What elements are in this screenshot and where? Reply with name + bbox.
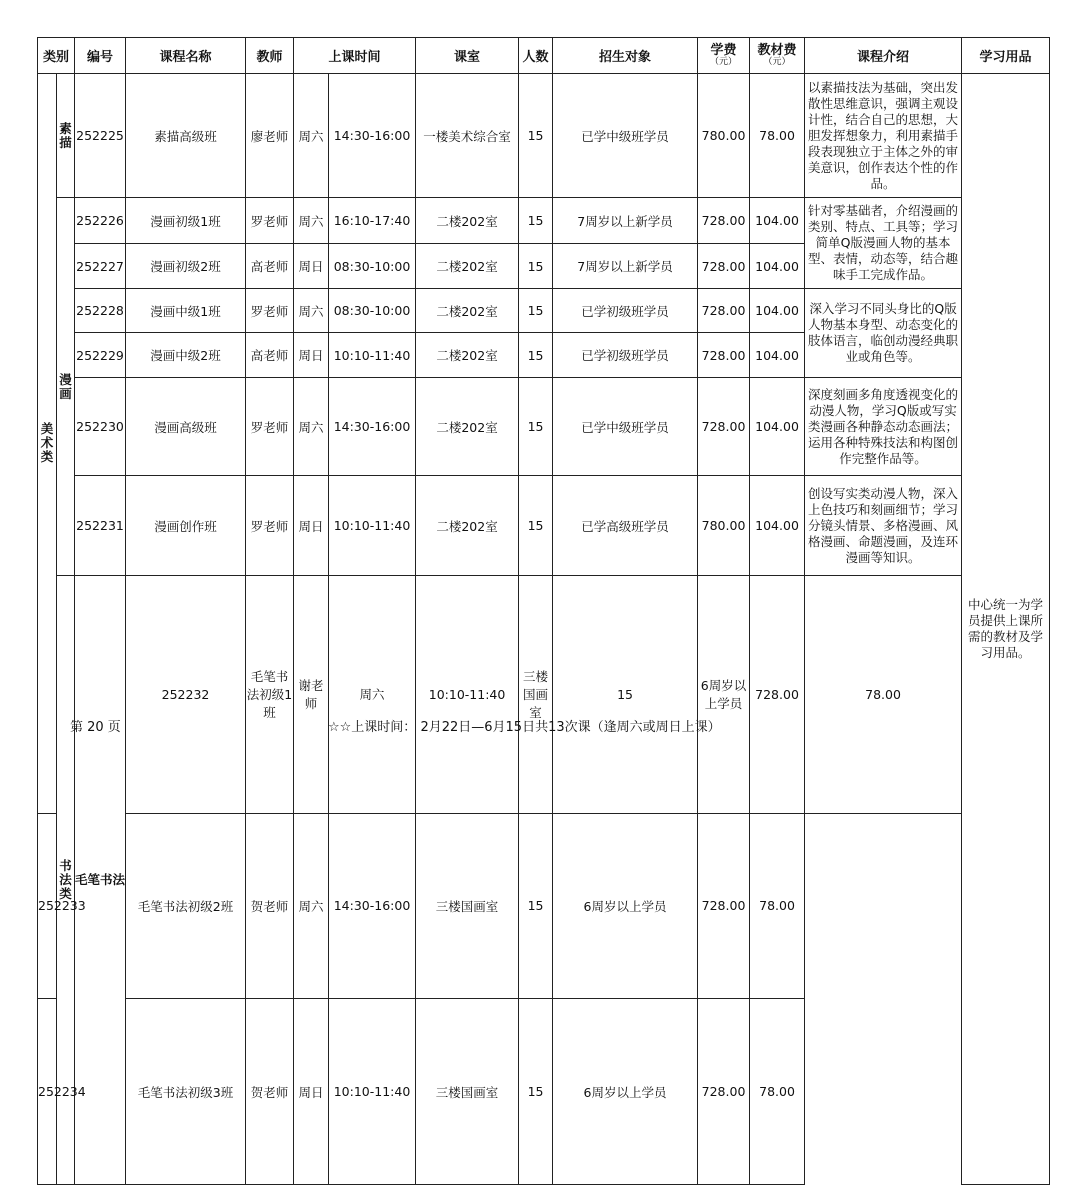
- header-material: [750, 38, 805, 74]
- course-table: [37, 37, 1050, 1185]
- header-supplies: 学习用品: [962, 38, 1050, 74]
- cell-target: 已学初级班学员: [553, 333, 698, 378]
- intro-comic-beginner: 针对零基础者，介绍漫画的类别、特点、工具等；学习简单Q版漫画人物的基本型、表情，动态等，结合趣味手工完成作品。: [805, 198, 962, 289]
- cell-time: 10:10-11:40: [416, 576, 519, 814]
- cell-day: 周日: [294, 244, 329, 289]
- cell-name: 素描高级班: [126, 74, 246, 198]
- schedule-note: ☆☆上课时间： 2月22日—6月15日共13次课（逢周六或周日上课）: [328, 720, 721, 735]
- cell-teacher: 罗老师: [246, 198, 294, 244]
- cell-teacher: 高老师: [246, 244, 294, 289]
- cell-fee: 728.00: [698, 244, 750, 289]
- cell-teacher: 廖老师: [246, 74, 294, 198]
- cell-code: 252228: [75, 289, 126, 333]
- cell-room: 二楼202室: [416, 378, 519, 476]
- page-number: 第 20 页: [70, 720, 121, 735]
- cell-teacher: 贺老师: [246, 999, 294, 1185]
- cell-count: 15: [519, 378, 553, 476]
- cell-name: 漫画中级2班: [126, 333, 246, 378]
- subcategory-calligraphy: 毛笔书法: [75, 576, 126, 1185]
- cell-count: 15: [519, 289, 553, 333]
- cell-code: 252226: [75, 198, 126, 244]
- cell-fee: 728.00: [698, 999, 750, 1185]
- cell-room: 二楼202室: [416, 198, 519, 244]
- intro-comic-advanced: 深度刻画多角度透视变化的动漫人物，学习Q版或写实类漫画各种静态动态画法；运用各种特殊技法和构图创作完整作品等。: [805, 378, 962, 476]
- cell-count: 15: [519, 999, 553, 1185]
- cell-name: 漫画创作班: [126, 476, 246, 576]
- cell-material: 104.00: [750, 476, 805, 576]
- cell-time: 10:10-11:40: [329, 333, 416, 378]
- header-category: 类别: [38, 38, 75, 74]
- cell-name: 毛笔书法初级3班: [126, 999, 246, 1185]
- cell-room: 二楼202室: [416, 244, 519, 289]
- cell-name: 毛笔书法初级2班: [126, 813, 246, 999]
- cell-target: 7周岁以上新学员: [553, 198, 698, 244]
- header-fee: [698, 38, 750, 74]
- cell-room: 二楼202室: [416, 289, 519, 333]
- table-row: [38, 813, 1050, 999]
- cell-material: 78.00: [750, 999, 805, 1185]
- cell-teacher: 罗老师: [246, 378, 294, 476]
- cell-room: 三楼国画室: [519, 576, 553, 814]
- cell-name: 漫画高级班: [126, 378, 246, 476]
- cell-fee: 728.00: [698, 289, 750, 333]
- table-row: [38, 378, 1050, 476]
- cell-fee: 728.00: [698, 378, 750, 476]
- cell-room: 三楼国画室: [416, 999, 519, 1185]
- header-time: 上课时间: [294, 38, 416, 74]
- cell-code: 252234: [38, 999, 57, 1185]
- cell-count: 15: [519, 333, 553, 378]
- cell-code: 252233: [38, 813, 57, 999]
- intro-comic-creation: 创设写实类动漫人物，深入上色技巧和刻画细节；学习分镜头情景、多格漫画、风格漫画、命题漫画，及连环漫画等知识。: [805, 476, 962, 576]
- table-row: [38, 289, 1050, 333]
- cell-material: 104.00: [750, 198, 805, 244]
- header-target: 招生对象: [553, 38, 698, 74]
- cell-target: 已学中级班学员: [553, 74, 698, 198]
- cell-time: 14:30-16:00: [329, 378, 416, 476]
- header-fee-label: 学费: [710, 43, 737, 58]
- header-row: [38, 38, 1050, 74]
- category-art: 美术类: [38, 74, 57, 814]
- cell-code: 252231: [75, 476, 126, 576]
- cell-day: 周六: [294, 289, 329, 333]
- table-row: [38, 476, 1050, 576]
- header-material-label: 教材费: [757, 43, 797, 58]
- cell-target: 6周岁以上学员: [553, 813, 698, 999]
- cell-day: 周日: [294, 333, 329, 378]
- cell-count: 15: [519, 198, 553, 244]
- cell-target: 6周岁以上学员: [553, 999, 698, 1185]
- cell-fee: 780.00: [698, 476, 750, 576]
- cell-day: 周六: [294, 74, 329, 198]
- cell-time: 16:10-17:40: [329, 198, 416, 244]
- cell-material: 104.00: [750, 333, 805, 378]
- header-count: 人数: [519, 38, 553, 74]
- cell-room: 二楼202室: [416, 476, 519, 576]
- cell-fee: 728.00: [698, 198, 750, 244]
- cell-count: 15: [519, 476, 553, 576]
- cell-time: 08:30-10:00: [329, 244, 416, 289]
- cell-target: 已学初级班学员: [553, 289, 698, 333]
- cell-room: 三楼国画室: [416, 813, 519, 999]
- category-calligraphy: 书法类: [57, 576, 75, 1185]
- cell-material: 104.00: [750, 289, 805, 333]
- intro-sketch-advanced: 以素描技法为基础，突出发散性思维意识，强调主观设计性，结合自己的思想，大胆发挥想象力，利用素描手段表现独立于主体之外的审美意识，创作表达个性的作品。: [805, 74, 962, 198]
- cell-material: 104.00: [750, 244, 805, 289]
- cell-count: 15: [553, 576, 698, 814]
- cell-day: 周日: [294, 999, 329, 1185]
- cell-code: 252225: [75, 74, 126, 198]
- cell-name: 毛笔书法初级1班: [246, 576, 294, 814]
- cell-room: 二楼202室: [416, 333, 519, 378]
- header-intro: 课程介绍: [805, 38, 962, 74]
- cell-material: 78.00: [750, 813, 805, 999]
- cell-fee: 728.00: [698, 333, 750, 378]
- cell-name: 漫画初级1班: [126, 198, 246, 244]
- cell-target: 6周岁以上学员: [698, 576, 750, 814]
- cell-time: 14:30-16:00: [329, 813, 416, 999]
- cell-target: 已学中级班学员: [553, 378, 698, 476]
- cell-time: 08:30-10:00: [329, 289, 416, 333]
- cell-material: 78.00: [805, 576, 962, 814]
- subcategory-sketch: 素描: [57, 74, 75, 198]
- cell-time: 10:10-11:40: [329, 476, 416, 576]
- header-code: 编号: [75, 38, 126, 74]
- cell-name: 漫画中级1班: [126, 289, 246, 333]
- table-row: [38, 74, 1050, 198]
- cell-day: 周六: [294, 378, 329, 476]
- cell-day: 周六: [294, 813, 329, 999]
- cell-teacher: 罗老师: [246, 289, 294, 333]
- cell-code: 252230: [75, 378, 126, 476]
- cell-target: 7周岁以上新学员: [553, 244, 698, 289]
- table-row: [38, 198, 1050, 244]
- cell-time: 14:30-16:00: [329, 74, 416, 198]
- cell-code: 252232: [126, 576, 246, 814]
- header-teacher: 教师: [246, 38, 294, 74]
- header-fee-unit: （元）: [710, 57, 738, 67]
- header-material-unit: （元）: [763, 57, 791, 67]
- intro-comic-intermediate: 深入学习不同头身比的Q版人物基本身型、动态变化的肢体语言，临创动漫经典职业或角色等。: [805, 289, 962, 378]
- cell-fee: 728.00: [698, 813, 750, 999]
- cell-fee: 728.00: [750, 576, 805, 814]
- cell-day: 周六: [329, 576, 416, 814]
- supplies-note: 中心统一为学员提供上课所需的教材及学习用品。: [962, 74, 1050, 1185]
- cell-count: 15: [519, 813, 553, 999]
- cell-time: 10:10-11:40: [329, 999, 416, 1185]
- cell-teacher: 贺老师: [246, 813, 294, 999]
- cell-name: 漫画初级2班: [126, 244, 246, 289]
- cell-material: 104.00: [750, 378, 805, 476]
- cell-material: 78.00: [750, 74, 805, 198]
- table-row: [38, 576, 1050, 814]
- cell-teacher: 高老师: [246, 333, 294, 378]
- cell-code: 252229: [75, 333, 126, 378]
- cell-count: 15: [519, 244, 553, 289]
- subcategory-comic: 漫画: [57, 198, 75, 576]
- cell-fee: 780.00: [698, 74, 750, 198]
- header-name: 课程名称: [126, 38, 246, 74]
- cell-teacher: 罗老师: [246, 476, 294, 576]
- cell-day: 周六: [294, 198, 329, 244]
- header-room: 课室: [416, 38, 519, 74]
- cell-day: 周日: [294, 476, 329, 576]
- cell-target: 已学高级班学员: [553, 476, 698, 576]
- table-row: [38, 999, 1050, 1185]
- cell-count: 15: [519, 74, 553, 198]
- cell-teacher: 谢老师: [294, 576, 329, 814]
- cell-code: 252227: [75, 244, 126, 289]
- cell-room: 一楼美术综合室: [416, 74, 519, 198]
